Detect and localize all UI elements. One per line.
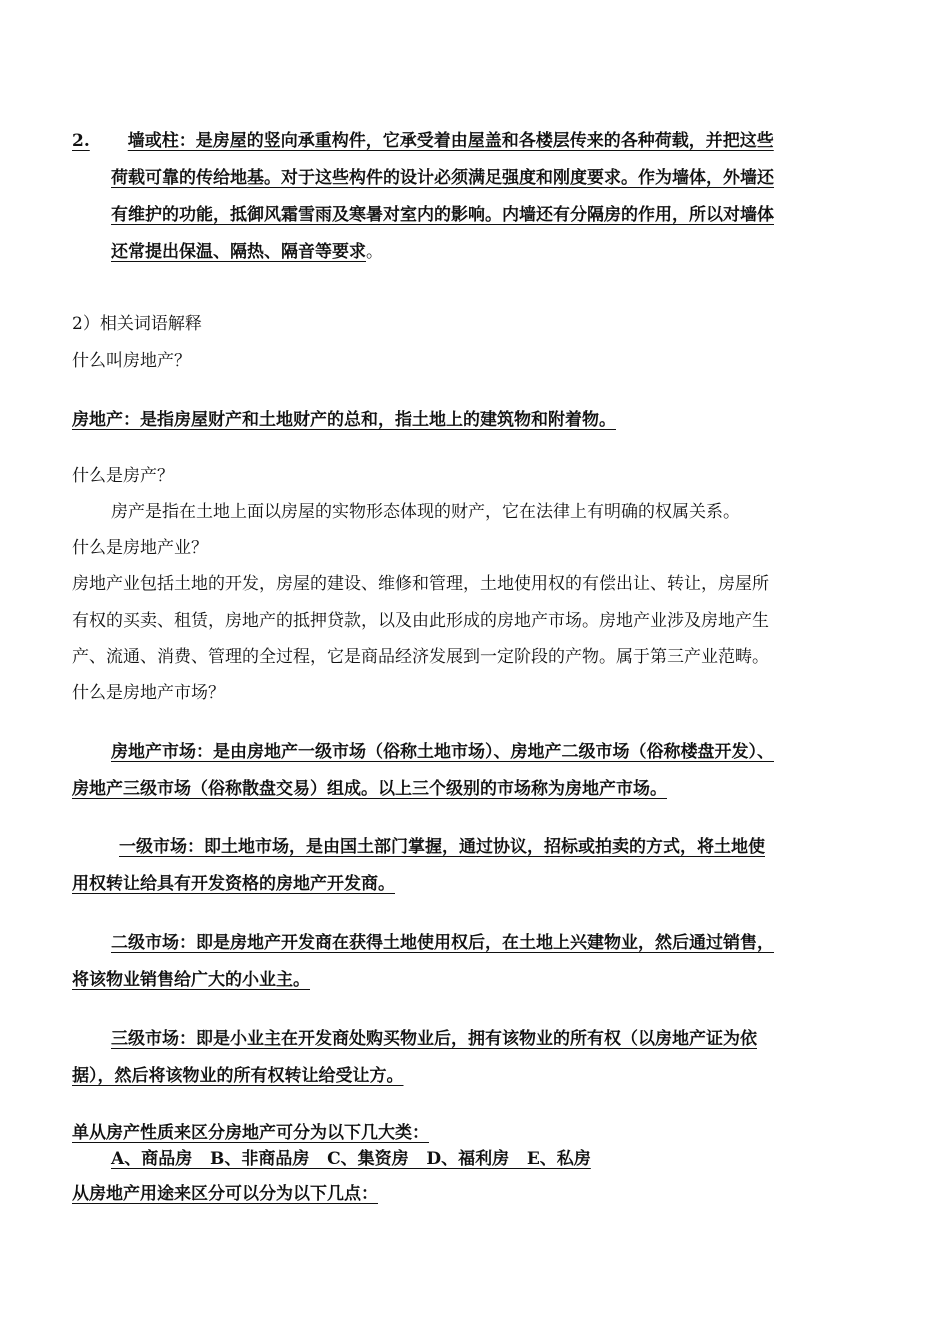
classification-by-use: 从房地产用途来区分可以分为以下几点： bbox=[72, 1184, 378, 1204]
answer-market-line2: 房地产三级市场（俗称散盘交易）组成。以上三个级别的市场称为房地产市场。 bbox=[72, 779, 667, 799]
answer-property: 房产是指在土地上面以房屋的实物形态体现的财产，它在法律上有明确的权属关系。 bbox=[111, 502, 740, 522]
section2-number: 2. bbox=[72, 131, 90, 151]
glossary-heading: 2）相关词语解释 bbox=[72, 314, 202, 334]
section2-text-1: 墙或柱：是房屋的竖向承重构件，它承受着由屋盖和各楼层传来的各种荷载，并把这些 bbox=[127, 131, 774, 151]
section2-line2: 荷载可靠的传给地基。对于这些构件的设计必须满足强度和刚度要求。作为墙体，外墙还 bbox=[111, 168, 774, 188]
question-industry: 什么是房地产业？ bbox=[72, 538, 208, 558]
section2-line1 bbox=[72, 130, 774, 152]
answer-industry-line3: 产、流通、消费、管理的全过程，它是商品经济发展到一定阶段的产物。属于第三产业范畴。 bbox=[72, 647, 769, 667]
primary-market-line1: 一级市场：即土地市场，是由国土部门掌握，通过协议，招标或拍卖的方式，将土地使 bbox=[119, 837, 765, 857]
tertiary-market-line1: 三级市场：即是小业主在开发商处购买物业后，拥有该物业的所有权（以房地产证为依 bbox=[111, 1029, 757, 1049]
section2-text-4: 还常提出保温、隔热、隔音等要求 bbox=[111, 242, 366, 262]
question-real-estate: 什么叫房地产？ bbox=[72, 351, 191, 371]
question-property: 什么是房产？ bbox=[72, 466, 174, 486]
answer-industry-line1: 房地产业包括土地的开发，房屋的建设、维修和管理，土地使用权的有偿出让、转让，房屋所 bbox=[72, 574, 769, 594]
classification-by-nature-items: A、商品房 B、非商品房 C、集资房 D、福利房 E、私房 bbox=[111, 1149, 591, 1169]
section2-line3: 有维护的功能，抵御风霜雪雨及寒暑对室内的影响。内墙还有分隔房的作用，所以对墙体 bbox=[111, 205, 774, 225]
section2-line4 bbox=[111, 241, 383, 263]
answer-industry-line2: 有权的买卖、租赁，房地产的抵押贷款，以及由此形成的房地产市场。房地产业涉及房地产生 bbox=[72, 611, 769, 631]
answer-real-estate: 房地产：是指房屋财产和土地财产的总和，指土地上的建筑物和附着物。 bbox=[72, 410, 616, 430]
answer-market-line1: 房地产市场：是由房地产一级市场（俗称土地市场）、房地产二级市场（俗称楼盘开发）、 bbox=[111, 742, 774, 762]
classification-by-nature: 单从房产性质来区分房地产可分为以下几大类： bbox=[72, 1123, 429, 1143]
secondary-market-line2: 将该物业销售给广大的小业主。 bbox=[72, 970, 310, 990]
tertiary-market-line2: 据），然后将该物业的所有权转让给受让方。 bbox=[72, 1066, 404, 1086]
primary-market-line2: 用权转让给具有开发资格的房地产开发商。 bbox=[72, 874, 395, 894]
secondary-market-line1: 二级市场：即是房地产开发商在获得土地使用权后，在土地上兴建物业，然后通过销售， bbox=[111, 933, 774, 953]
question-market: 什么是房地产市场？ bbox=[72, 683, 225, 703]
section2-period: 。 bbox=[366, 242, 383, 262]
